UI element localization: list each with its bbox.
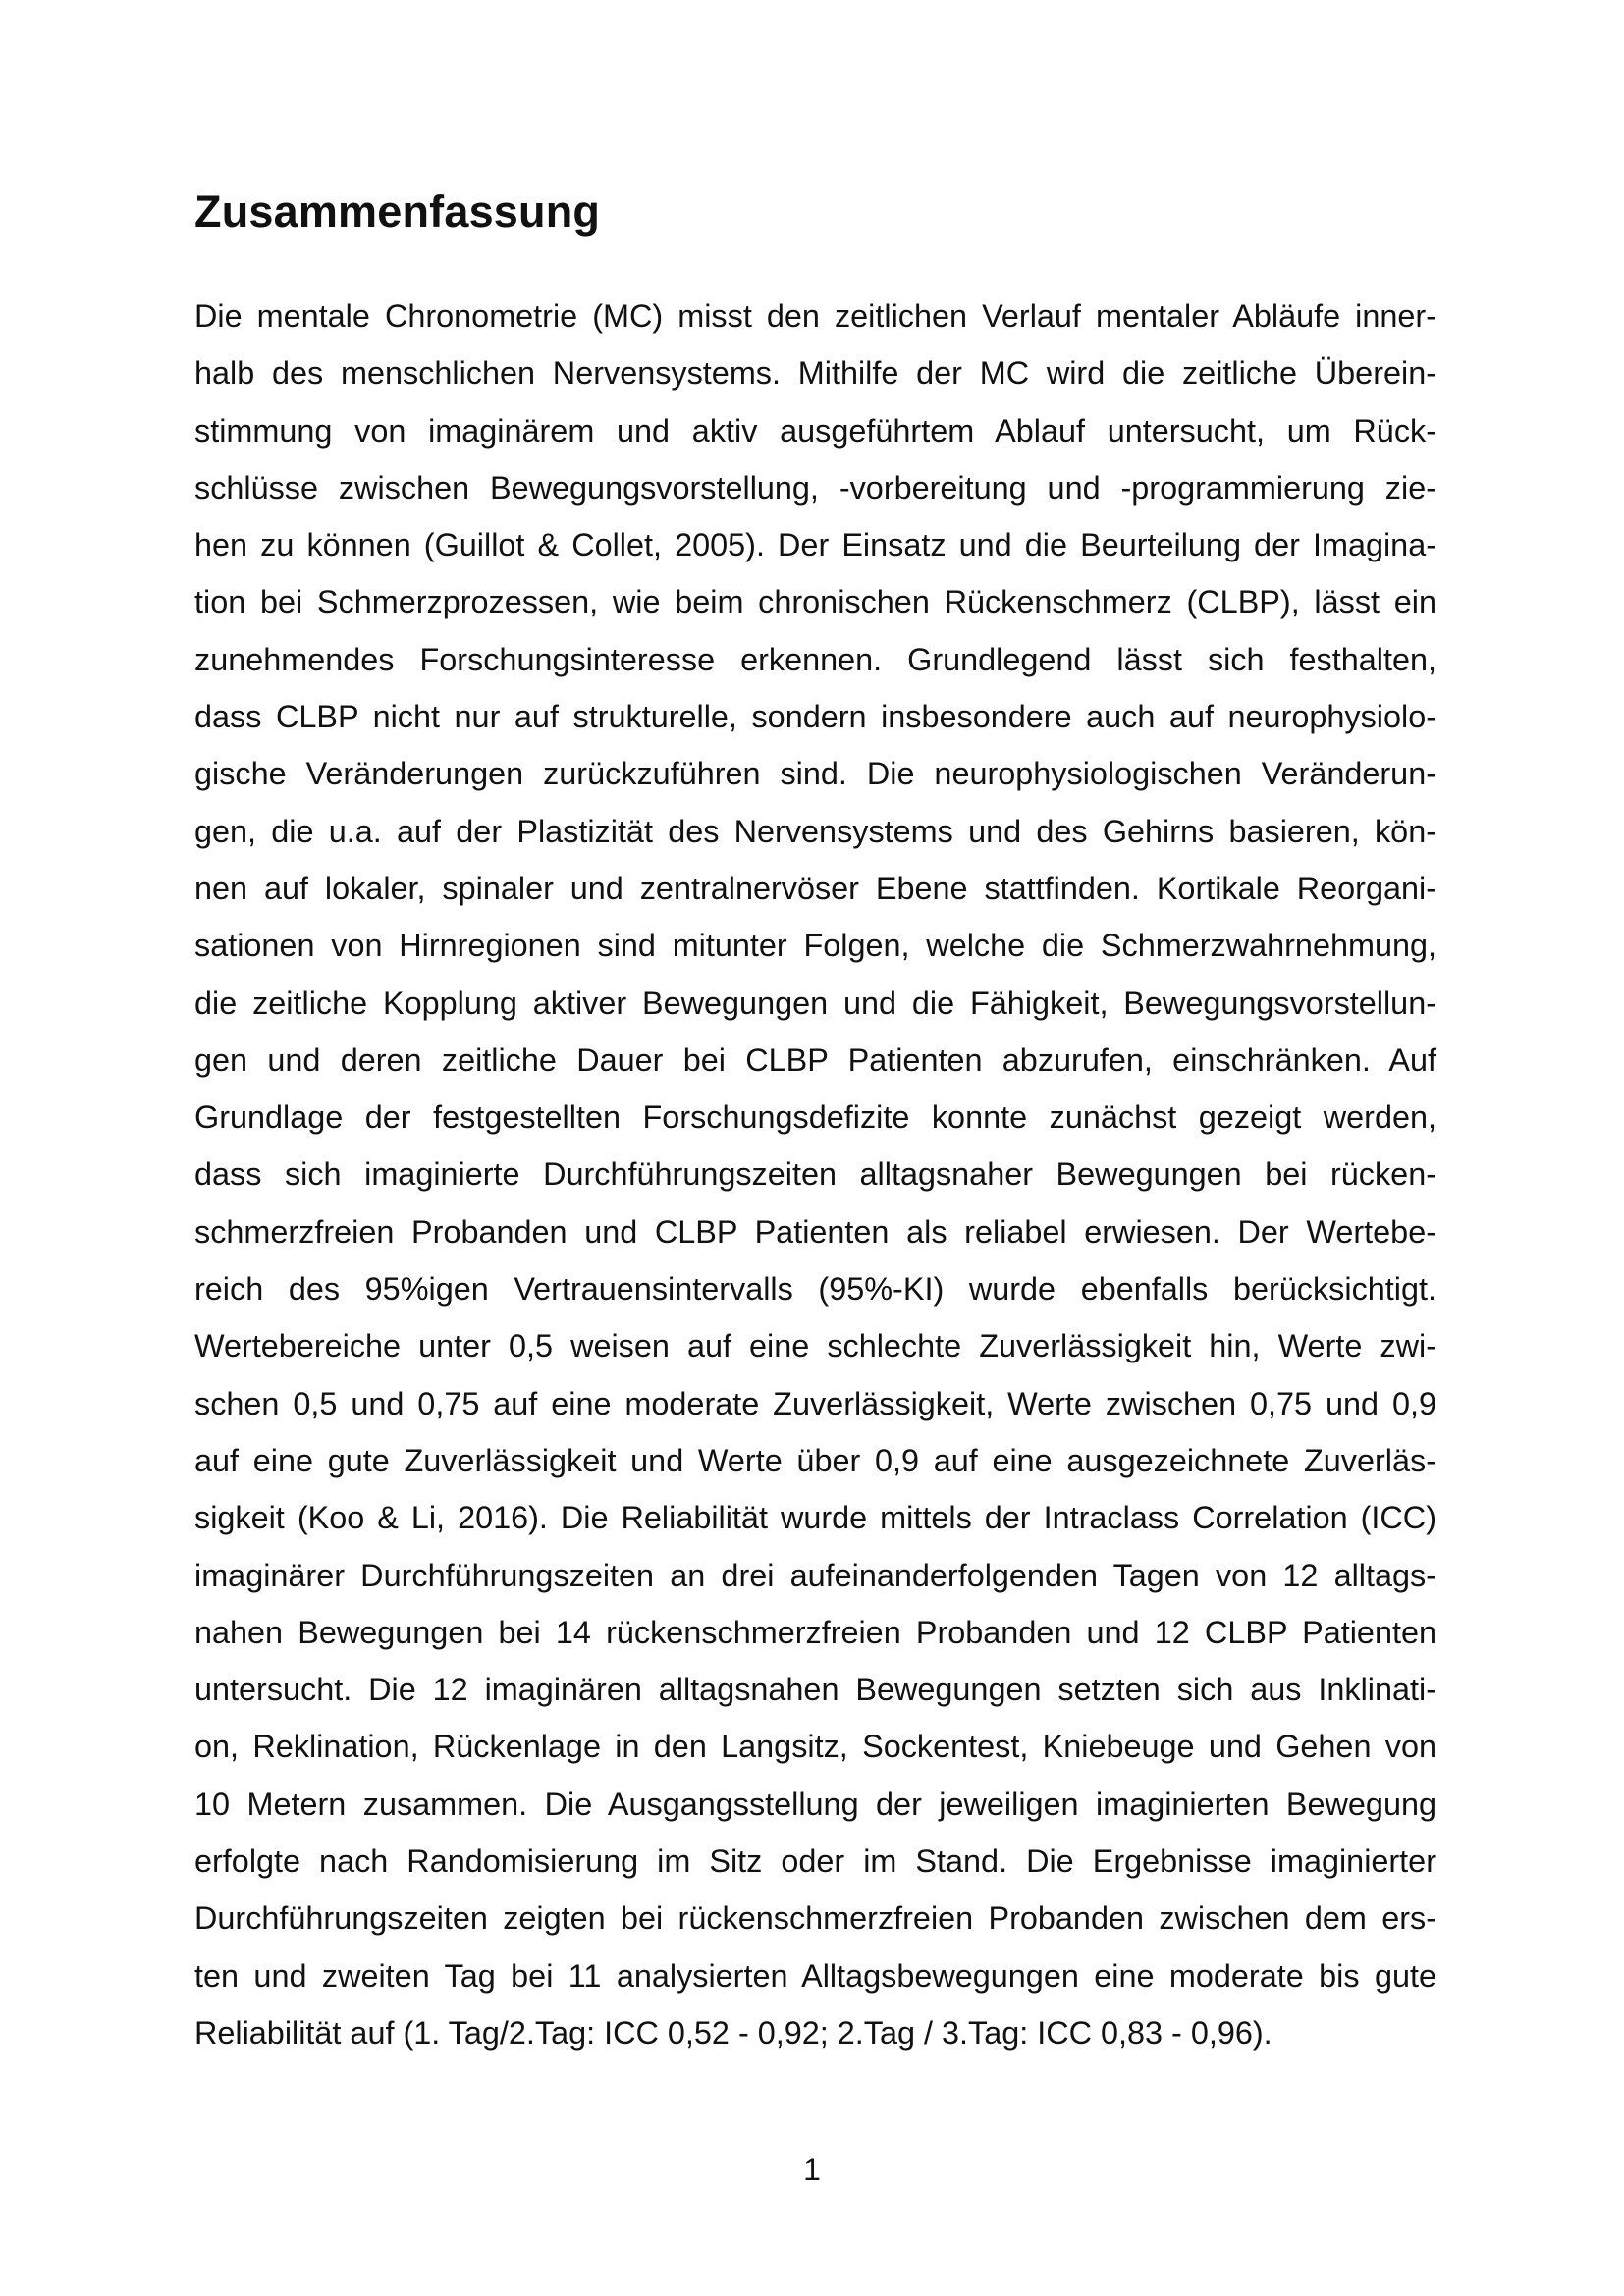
page-title: Zusammenfassung bbox=[194, 187, 601, 237]
text-line: auf eine gute Zuverlässigkeit und Werte über 0,9 auf eine ausgezeichnete Zuverläs- bbox=[194, 1442, 1436, 1478]
text-line: dass sich imaginierte Durchführungszeiten alltagsnaher Bewegungen bei rücken- bbox=[194, 1156, 1436, 1193]
text-line: Die mentale Chronometrie (MC) misst den zeitlichen Verlauf mentaler Abläufe inner- bbox=[194, 298, 1436, 334]
page-number: 1 bbox=[803, 2152, 821, 2187]
text-line: reich des 95%igen Vertrauensintervalls (95%-KI) wurde ebenfalls berücksichtigt. bbox=[194, 1271, 1436, 1308]
abstract-paragraph bbox=[194, 296, 1436, 2070]
text-line: Wertebereiche unter 0,5 weisen auf eine schlechte Zuverlässigkeit hin, Werte zwi- bbox=[194, 1328, 1436, 1364]
text-line: Durchführungszeiten zeigten bei rückenschmerzfreien Probanden zwischen dem ers- bbox=[194, 1900, 1436, 1937]
text-line: gen, die u.a. auf der Plastizität des Nervensystems und des Gehirns basieren, kön- bbox=[194, 813, 1436, 849]
text-line: gische Veränderungen zurückzuführen sind. Die neurophysiologischen Veränderun- bbox=[194, 756, 1436, 792]
text-line: hen zu können (Guillot & Collet, 2005). Der Einsatz und die Beurteilung der Imagina- bbox=[194, 527, 1436, 563]
text-line: ten und zweiten Tag bei 11 analysierten Alltagsbewegungen eine moderate bis gute bbox=[194, 1957, 1436, 1994]
text-line: sigkeit (Koo & Li, 2016). Die Reliabilität wurde mittels der Intraclass Correlation (ICC) bbox=[194, 1500, 1436, 1536]
text-line: schen 0,5 und 0,75 auf eine moderate Zuverlässigkeit, Werte zwischen 0,75 und 0,9 bbox=[194, 1385, 1436, 1421]
text-line: imaginärer Durchführungszeiten an drei aufeinanderfolgenden Tagen von 12 alltags- bbox=[194, 1557, 1436, 1593]
text-line: schmerzfreien Probanden und CLBP Patienten als reliabel erwiesen. Der Wertebe- bbox=[194, 1213, 1436, 1250]
text-line: 10 Metern zusammen. Die Ausgangsstellung der jeweiligen imaginierten Bewegung bbox=[194, 1786, 1436, 1822]
text-line: gen und deren zeitliche Dauer bei CLBP Patienten abzurufen, einschränken. Auf bbox=[194, 1041, 1436, 1078]
text-line: sationen von Hirnregionen sind mitunter Folgen, welche die Schmerzwahrnehmung, bbox=[194, 928, 1436, 964]
text-line: tion bei Schmerzprozessen, wie beim chronischen Rückenschmerz (CLBP), lässt ein bbox=[194, 584, 1436, 620]
text-line: zunehmendes Forschungsinteresse erkennen. Grundlegend lässt sich festhalten, bbox=[194, 641, 1436, 677]
text-line: schlüsse zwischen Bewegungsvorstellung, -vorbereitung und -programmierung zie- bbox=[194, 469, 1436, 506]
text-line: stimmung von imaginärem und aktiv ausgeführtem Ablauf untersucht, um Rück- bbox=[194, 412, 1436, 449]
text-line: untersucht. Die 12 imaginären alltagsnahen Bewegungen setzten sich aus Inklinati- bbox=[194, 1672, 1436, 1708]
text-line: Reliabilität auf (1. Tag/2.Tag: ICC 0,52 - 0,92; 2.Tag / 3.Tag: ICC 0,83 - 0,96). bbox=[194, 2014, 1272, 2051]
text-line: erfolgte nach Randomisierung im Sitz oder im Stand. Die Ergebnisse imaginierter bbox=[194, 1843, 1436, 1880]
text-line: nahen Bewegungen bei 14 rückenschmerzfreien Probanden und 12 CLBP Patienten bbox=[194, 1614, 1436, 1650]
text-line: nen auf lokaler, spinaler und zentralnervöser Ebene stattfinden. Kortikale Reorgani- bbox=[194, 870, 1436, 906]
text-line: die zeitliche Kopplung aktiver Bewegungen und die Fähigkeit, Bewegungsvorstellun- bbox=[194, 985, 1436, 1021]
text-line: on, Reklination, Rückenlage in den Langsitz, Sockentest, Kniebeuge und Gehen von bbox=[194, 1729, 1436, 1765]
text-line: dass CLBP nicht nur auf strukturelle, sondern insbesondere auch auf neurophysiolo- bbox=[194, 699, 1436, 735]
text-line: halb des menschlichen Nervensystems. Mithilfe der MC wird die zeitliche Überein- bbox=[194, 355, 1436, 392]
text-line: Grundlage der festgestellten Forschungsdefizite konnte zunächst gezeigt werden, bbox=[194, 1099, 1436, 1136]
